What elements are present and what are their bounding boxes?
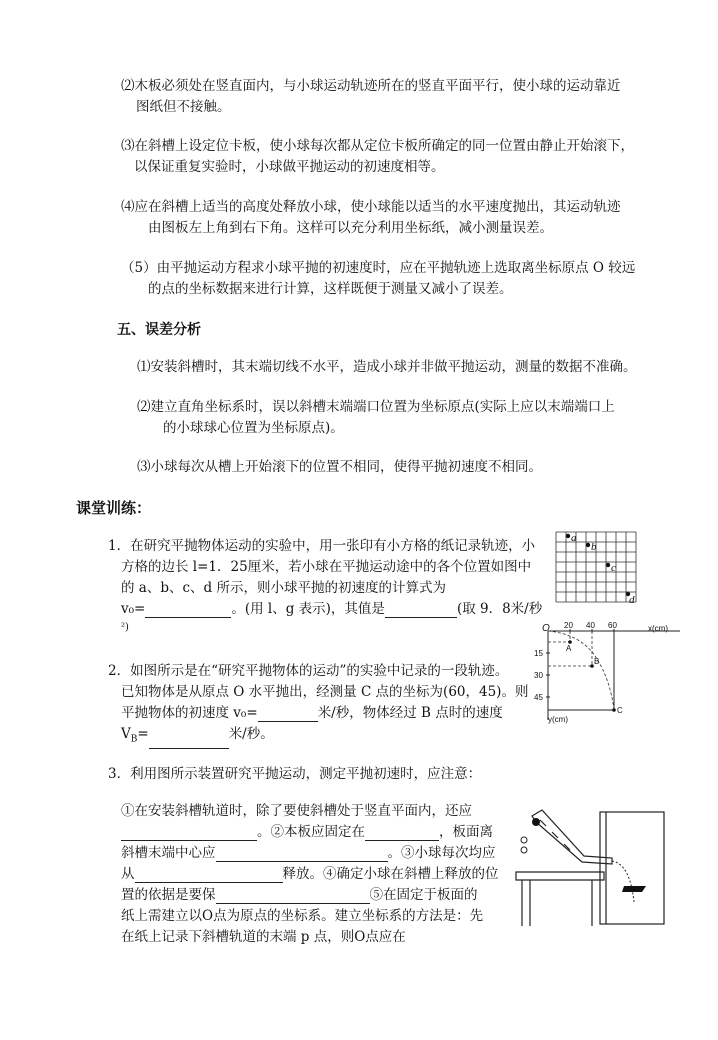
error-2-line-2: 的小球球心位置为坐标原点)。 xyxy=(163,420,344,436)
note-4-line-1: ⑷应在斜槽上适当的高度处释放小球，使小球能以适当的水平速度抛出，其运动轨迹 xyxy=(121,199,621,215)
x-tick-60: 60 xyxy=(608,622,617,630)
note-3-line-2: 以保证重复实验时，小球做平抛运动的初速度相等。 xyxy=(134,159,445,175)
section-title-training: 课堂训练： xyxy=(76,499,152,517)
trajectory xyxy=(612,861,634,902)
error-1: ⑴安装斜槽时，其末端切线不水平，造成小球并非做平抛运动，测量的数据不准确。 xyxy=(137,359,637,375)
answer-blank-q3-4[interactable] xyxy=(135,869,283,883)
answer-blank-q3-1[interactable] xyxy=(121,827,257,841)
x-tick-40: 40 xyxy=(586,622,595,630)
q2-trajectory-figure xyxy=(530,622,690,724)
q3-line-2: 。②本板应固定在 ，板面离 xyxy=(121,823,493,841)
answer-blank-q2-vb[interactable] xyxy=(149,735,229,749)
answer-blank-q3-5[interactable] xyxy=(216,890,370,904)
note-5-line-1: （5）由平抛运动方程求小球平抛的初速度时，应在平抛轨迹上选取离坐标原点 O 较远 xyxy=(121,260,636,276)
q3-line-7: 在纸上记录下斜槽轨道的末端 p 点，则O点应在 xyxy=(121,929,406,945)
y-tick-15: 15 xyxy=(534,649,543,658)
error-2-line-1: ⑵建立直角坐标系时，误以斜槽末端端口位置为坐标原点(实际上应以末端端口上 xyxy=(137,399,615,415)
ball xyxy=(532,818,540,826)
note-2-line-2: 图纸但不接触。 xyxy=(136,99,231,115)
error-3: ⑶小球每次从槽上开始滚下的位置不相同，使得平抛初速度不相同。 xyxy=(137,459,542,475)
label-c: c xyxy=(611,562,616,574)
section-title-error-analysis: 五、误差分析 xyxy=(117,322,201,338)
label-C: C xyxy=(617,706,623,715)
q2-line-3: 平抛物体的初速度 v₀= 米/秒，物体经过 B 点时的速度 xyxy=(121,705,503,721)
x-tick-20: 20 xyxy=(564,622,573,630)
point-C xyxy=(612,708,616,712)
q3-line-5: 置的依据是要保 ⑤在固定于板面的 xyxy=(121,887,478,903)
table-top xyxy=(516,872,604,880)
label-d: d xyxy=(629,594,635,606)
q3-intro: 3．利用图所示装置研究平抛运动，测定平抛初速时，应注意： xyxy=(108,766,482,782)
q1-line-1: 1．在研究平抛物体运动的实验中，用一张印有小方格的纸记录轨迹，小 xyxy=(108,538,536,554)
point-c xyxy=(606,563,610,567)
note-4-line-2: 由图板左上角到右下角。这样可以充分利用坐标纸，减小测量误差。 xyxy=(148,220,553,236)
answer-blank-q3-3[interactable] xyxy=(216,848,388,862)
label-A: A xyxy=(566,644,572,653)
answer-blank-v0-value[interactable] xyxy=(385,604,457,618)
vertical-board xyxy=(600,812,664,924)
answer-blank-q3-2[interactable] xyxy=(365,827,439,841)
y-tick-45: 45 xyxy=(534,693,543,702)
label-B: B xyxy=(594,657,600,666)
x-axis-label: x(cm) xyxy=(648,624,668,633)
trajectory-curve xyxy=(548,631,614,710)
q1-line-4: v₀= 。(用 l、g 表示)，其值是 (取 9．8米/秒 xyxy=(121,601,543,617)
origin-label: O xyxy=(542,623,550,634)
q3-line-4: 从 释放。④确定小球在斜槽上释放的位 xyxy=(121,866,499,882)
q3-line-1: ①在安装斜槽轨道时，除了要使斜槽处于竖直平面内，还应 xyxy=(121,803,472,819)
q1-grid-figure xyxy=(555,531,639,609)
label-b: b xyxy=(591,541,597,553)
q2-line-1: 2．如图所示是在“研究平抛物体的运动”的实验中记录的一段轨迹。 xyxy=(108,663,509,679)
point-b xyxy=(586,543,590,547)
answer-blank-q2-v0[interactable] xyxy=(258,708,318,722)
q2-line-4: $V_B=$ 米/秒。 xyxy=(121,725,274,749)
q1-line-2: 方格的边长 l=1．25厘米，若小球在平抛运动途中的各个位置如图中 xyxy=(121,559,532,575)
point-a xyxy=(566,534,570,538)
catcher-plate xyxy=(622,886,646,892)
q1-line-3: 的 a、b、c、d 所示，则小球平抛的初速度的计算式为 xyxy=(121,580,446,596)
q3-line-3: 斜槽末端中心应 。③小球每次均应 xyxy=(121,845,496,861)
note-3-line-1: ⑶在斜槽上设定位卡板，使小球每次都从定位卡板所确定的同一位置由静止开始滚下， xyxy=(121,138,634,154)
q3-apparatus-figure xyxy=(512,806,670,932)
answer-blank-v0-expression[interactable] xyxy=(145,604,231,618)
q3-line-6: 纸上需建立以O点为原点的坐标系。建立坐标系的方法是：先 xyxy=(121,908,484,924)
q2-line-2: 已知物体是从原点 O 水平抛出，经测量 C 点的坐标为(60，45)。则 xyxy=(121,684,529,700)
q1-line-5: ²) xyxy=(121,622,129,633)
note-2-line-1: ⑵木板必须处在竖直面内，与小球运动轨迹所在的竖直平面平行，使小球的运动靠近 xyxy=(121,78,621,94)
y-axis-label: y(cm) xyxy=(548,715,568,724)
y-tick-30: 30 xyxy=(534,671,543,680)
note-5-line-2: 的点的坐标数据来进行计算，这样既便于测量又减小了误差。 xyxy=(148,281,513,297)
label-a: a xyxy=(571,532,577,544)
